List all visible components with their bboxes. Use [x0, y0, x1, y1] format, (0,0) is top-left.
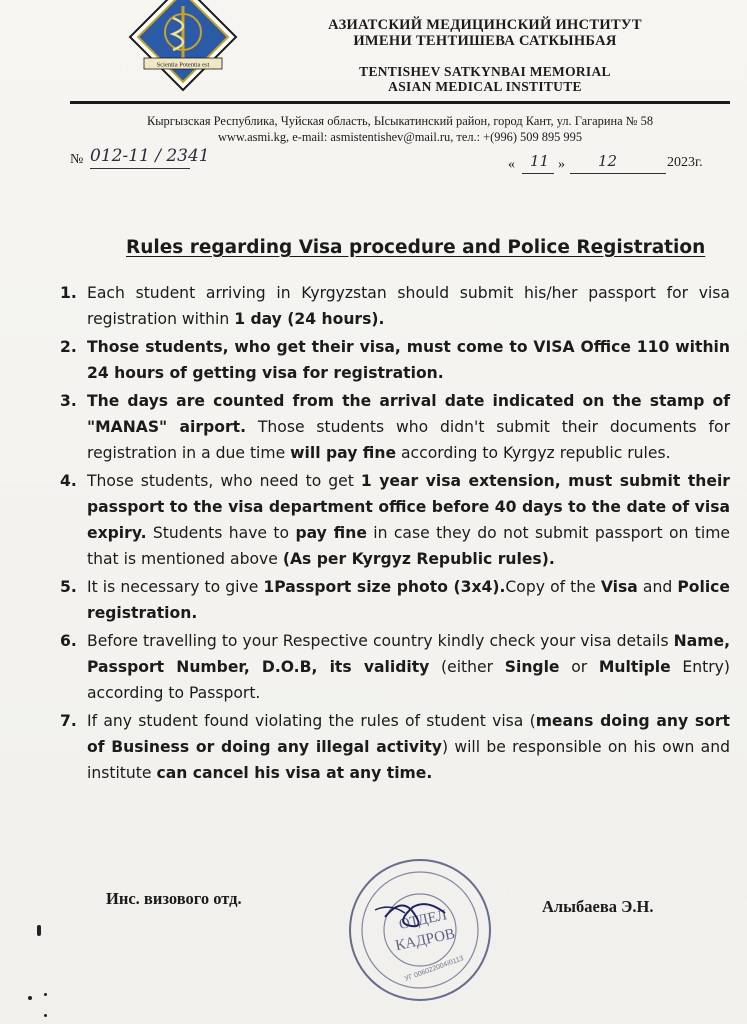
rule-text-segment: in case they do not submit passport on time that is mentioned above	[87, 524, 730, 568]
header-divider	[70, 101, 730, 104]
scan-mark	[37, 925, 41, 936]
rule-item	[60, 708, 730, 786]
document-title: Rules regarding Visa procedure and Police Registration	[126, 237, 706, 258]
rule-text-segment: Police registration.	[87, 578, 730, 622]
stamp-line2: КАДРОВ	[393, 926, 457, 955]
rule-text-segment: The days are counted from the arrival date indicated on the stamp of "MANAS" airport.	[87, 392, 730, 436]
date-open-quote: «	[508, 157, 515, 172]
scan-mark	[44, 1014, 47, 1017]
rule-number: 2.	[60, 338, 77, 356]
date-day: 11	[530, 152, 550, 170]
rule-number: 4.	[60, 472, 77, 490]
rule-text-segment: Copy of the	[505, 578, 601, 596]
signatory-position: Инс. визового отд.	[106, 889, 242, 908]
rule-text-segment: Those students, who get their visa, must come to VISA Office 110 within 24 hours of getting visa for registration.	[87, 338, 730, 382]
rule-text-segment: 1 day (24 hours).	[234, 310, 385, 328]
rule-number: 1.	[60, 284, 77, 302]
rule-text-segment: ) will be responsible on his own and institute	[87, 738, 730, 782]
rule-text-segment: can cancel his visa at any time.	[156, 764, 433, 782]
rule-text-segment: pay fine	[295, 524, 367, 542]
rule-text-segment: Students have to	[146, 524, 296, 542]
rule-text-segment: If any student found violating the rules of student visa (	[87, 712, 536, 730]
scan-mark	[28, 996, 32, 1000]
rule-item	[60, 388, 730, 466]
rule-item	[60, 628, 730, 706]
rule-number: 3.	[60, 392, 77, 410]
rules-list	[60, 280, 730, 788]
rule-text-segment: Entry) according to Passport.	[87, 658, 730, 702]
rule-item	[60, 334, 730, 386]
official-stamp	[345, 855, 495, 1005]
rule-text-segment: It is necessary to give	[87, 578, 264, 596]
institute-name-en-line2: ASIAN MEDICAL INSTITUTE	[388, 79, 582, 94]
rule-text-segment: Each student arriving in Kyrgyzstan should submit his/her passport for visa registration within	[87, 284, 730, 328]
institute-name-en	[300, 64, 670, 94]
rule-number: 5.	[60, 578, 77, 596]
address-line: Кыргызская Республика, Чуйская область, Ысыкатинский район, город Кант, ул. Гагарина № 58	[146, 114, 654, 128]
rule-text-segment: Visa	[600, 578, 638, 596]
rule-item	[60, 468, 730, 572]
rule-text-segment: Those students, who need to get	[87, 472, 361, 490]
rule-text-segment: means doing any sort of Business or doing any illegal activity	[87, 712, 730, 756]
rule-text-segment: or	[559, 658, 599, 676]
rule-text-segment: according to Kyrgyz republic rules.	[396, 444, 671, 462]
stamp-line1: ОТДЕЛ	[397, 907, 449, 934]
institute-name-ru-line1: АЗИАТСКИЙ МЕДИЦИНСКИЙ ИНСТИТУТ	[328, 17, 642, 33]
rule-text-segment: (As per Kyrgyz Republic rules).	[282, 550, 555, 568]
rule-text-segment: 1Passport size photo (3x4).	[263, 578, 506, 596]
rule-text-segment: will pay fine	[290, 444, 397, 462]
rule-text-segment: Multiple	[598, 658, 671, 676]
reference-number: 012-11 / 2341	[90, 146, 210, 166]
signatory-name: Алыбаева Э.Н.	[542, 897, 654, 916]
date-month-underline	[570, 173, 666, 174]
institute-logo	[128, 0, 238, 92]
institute-name-ru	[300, 17, 670, 49]
rule-text-segment: Before travelling to your Respective country kindly check your visa details	[87, 632, 674, 650]
logo-ribbon-text: Scientia Potentia est	[156, 61, 210, 69]
rule-item	[60, 574, 730, 626]
address-block	[70, 113, 730, 145]
rule-item	[60, 280, 730, 332]
contact-line: www.asmi.kg, e-mail: asmistentishev@mail.ru, тел.: +(996) 509 895 995	[217, 130, 583, 144]
date-year: 2023г.	[667, 155, 703, 170]
rule-number: 7.	[60, 712, 77, 730]
rule-text-segment: Single	[504, 658, 560, 676]
reference-label: №	[70, 152, 84, 167]
reference-underline	[90, 168, 190, 169]
stamp-code: УГ 006022004/0113	[403, 955, 465, 983]
institute-name-en-line1: TENTISHEV SATKYNBAI MEMORIAL	[359, 64, 611, 79]
rule-number: 6.	[60, 632, 77, 650]
institute-name-ru-line2: ИМЕНИ ТЕНТИШЕВА САТКЫНБАЯ	[353, 33, 617, 49]
rule-text-segment: Name, Passport Number, D.O.B, its validity	[87, 632, 730, 676]
rule-text-segment: (either	[429, 658, 505, 676]
rule-text-segment: 1 year visa extension, must submit their passport to the visa department office before 40 days to the date of visa expiry.	[87, 472, 730, 542]
date-day-underline	[522, 173, 554, 174]
scan-mark	[44, 993, 47, 996]
rule-text-segment: Those students who didn't submit their documents for registration in a due time	[87, 418, 730, 462]
date-month: 12	[598, 152, 618, 170]
rule-text-segment: and	[637, 578, 678, 596]
date-close-quote: »	[558, 157, 565, 172]
